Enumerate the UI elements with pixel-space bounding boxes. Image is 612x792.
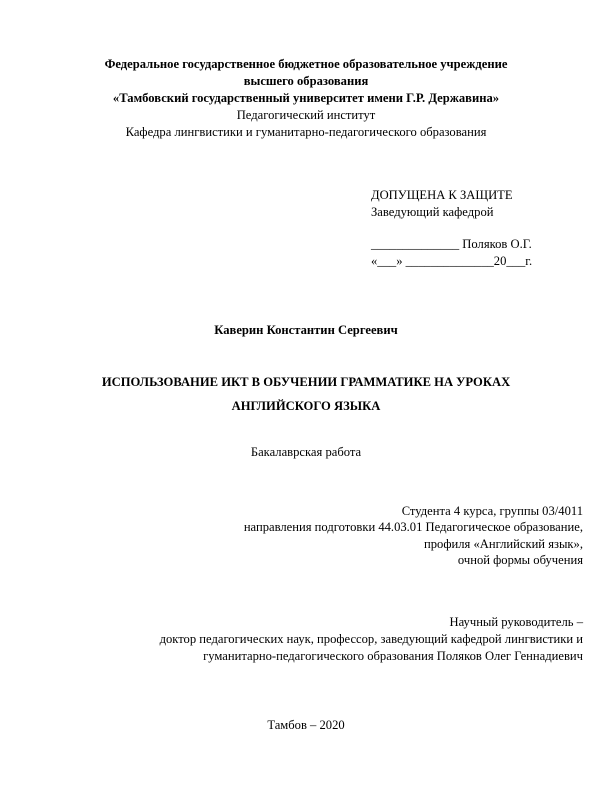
approval-date-line: «___» ______________20___г. [371,254,533,268]
approval-signature-line: ______________ Поляков О.Г. [371,237,532,251]
supervisor-line-2: доктор педагогических наук, профессор, заведующий кафедрой лингвистики и [159,632,583,646]
thesis-type: Бакалаврская работа [250,445,362,459]
student-info-line-2: направления подготовки 44.03.01 Педагогическое образование, [243,520,583,534]
header-university: «Тамбовский государственный университет имени Г.Р. Державина» [112,91,500,105]
supervisor-line-1: Научный руководитель – [449,615,583,629]
header-institute: Педагогический институт [236,108,376,122]
student-info-line-3: профиля «Английский язык», [423,537,583,551]
city-year: Тамбов – 2020 [267,718,345,732]
header-line-1: Федеральное государственное бюджетное образовательное учреждение [104,57,508,71]
student-info-line-1: Студента 4 курса, группы 03/4011 [401,504,583,518]
student-info-line-4: очной формы обучения [457,553,583,567]
author-name: Каверин Константин Сергеевич [214,323,398,337]
header-department: Кафедра лингвистики и гуманитарно-педагогического образования [125,125,487,139]
approval-role: Заведующий кафедрой [371,205,494,219]
thesis-title-line-2: АНГЛИЙСКОГО ЯЗЫКА [231,399,381,413]
header-line-2: высшего образования [243,74,369,88]
thesis-title-line-1: ИСПОЛЬЗОВАНИЕ ИКТ В ОБУЧЕНИИ ГРАММАТИКЕ НА УРОКАХ [101,375,511,389]
supervisor-line-3: гуманитарно-педагогического образования Поляков Олег Геннадиевич [203,649,583,663]
approval-title: ДОПУЩЕНА К ЗАЩИТЕ [371,188,513,202]
